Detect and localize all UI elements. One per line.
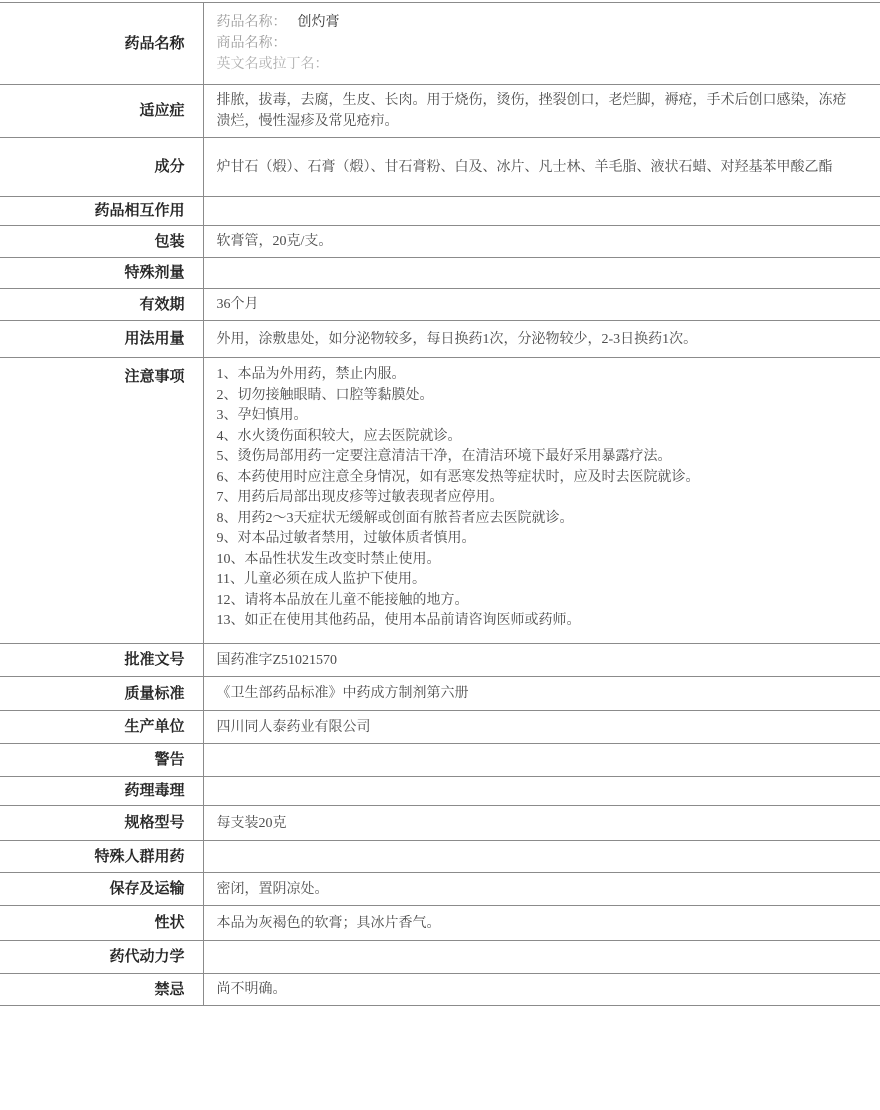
row-label-quality-standard: 质量标准 — [0, 677, 203, 711]
precaution-item: 11、儿童必须在成人监护下使用。 — [216, 572, 426, 587]
precaution-item: 9、对本品过敏者禁用，过敏体质者慎用。 — [216, 531, 476, 546]
row-content-precautions — [203, 358, 880, 644]
row-label-approval-number: 批准文号 — [0, 644, 203, 677]
row-content-approval-number: 国药准字Z51021570 — [203, 644, 880, 677]
row-label-description: 性状 — [0, 906, 203, 941]
drug-name-line — [217, 12, 861, 33]
table-row-packaging — [0, 226, 880, 258]
precaution-item: 12、请将本品放在儿童不能接触的地方。 — [216, 592, 469, 608]
row-content-special-dosage — [203, 258, 880, 289]
row-label-manufacturer: 生产单位 — [0, 711, 203, 744]
table-row-drug-name — [0, 3, 880, 85]
drug-name-prefix: 药品名称： — [216, 15, 287, 30]
row-label-special-dosage: 特殊剂量 — [0, 258, 203, 289]
table-row-indications — [0, 85, 880, 138]
table-row-storage-transport — [0, 873, 880, 906]
latin-name-prefix: 英文名或拉丁名： — [216, 57, 329, 72]
trade-name-line — [217, 33, 861, 54]
drug-info-table — [0, 2, 880, 1006]
table-row-ingredients — [0, 138, 880, 197]
table-row-pharmacokinetics — [0, 941, 880, 974]
precaution-item: 6、本药使用时应注意全身情况，如有恶寒发热等症状时，应及时去医院就诊。 — [216, 469, 700, 485]
table-row-warning — [0, 744, 880, 777]
table-row-manufacturer — [0, 711, 880, 744]
row-label-packaging: 包装 — [0, 226, 203, 258]
row-content-contraindications: 尚不明确。 — [203, 974, 880, 1006]
row-content-dosage-usage: 外用，涂敷患处，如分泌物较多，每日换药1次，分泌物较少，2-3日换药1次。 — [203, 321, 880, 358]
table-row-shelf-life — [0, 289, 880, 321]
drug-name-value: 创灼膏 — [297, 15, 340, 30]
precaution-item: 4、水火烫伤面积较大，应去医院就诊。 — [216, 428, 462, 444]
precaution-item: 2、切勿接触眼睛、口腔等黏膜处。 — [216, 387, 434, 403]
precaution-item: 3、孕妇慎用。 — [216, 408, 308, 423]
row-label-drug-interactions: 药品相互作用 — [0, 197, 203, 226]
row-content-specification: 每支装20克 — [203, 806, 880, 841]
row-label-specification: 规格型号 — [0, 806, 203, 841]
row-content-manufacturer: 四川同人泰药业有限公司 — [203, 711, 880, 744]
table-row-precautions — [0, 358, 880, 644]
row-content-shelf-life: 36个月 — [203, 289, 880, 321]
row-label-indications: 适应症 — [0, 85, 203, 138]
table-row-special-populations — [0, 841, 880, 873]
table-row-quality-standard — [0, 677, 880, 711]
precaution-item: 8、用药2～3天症状无缓解或创面有脓苔者应去医院就诊。 — [216, 510, 574, 526]
row-label-drug-name: 药品名称 — [0, 3, 203, 85]
row-content-drug-name — [203, 3, 880, 85]
table-row-contraindications — [0, 974, 880, 1006]
row-content-warning — [203, 744, 880, 777]
row-content-indications: 排脓，拔毒，去腐，生皮、长肉。用于烧伤，烫伤，挫裂创口，老烂脚，褥疮，手术后创口感染，冻疮溃烂，慢性湿疹及常见疮疖。 — [203, 85, 880, 138]
row-label-warning: 警告 — [0, 744, 203, 777]
row-label-storage-transport: 保存及运输 — [0, 873, 203, 906]
precaution-item: 10、本品性状发生改变时禁止使用。 — [216, 551, 441, 567]
row-content-ingredients: 炉甘石（煅）、石膏（煅）、甘石膏粉、白及、冰片、凡士林、羊毛脂、液状石蜡、对羟基苯甲酸乙酯 — [203, 138, 880, 197]
table-row-approval-number — [0, 644, 880, 677]
table-row-pharmacology-toxicology — [0, 777, 880, 806]
precaution-item: 13、如正在使用其他药品，使用本品前请咨询医师或药师。 — [216, 613, 581, 628]
row-label-shelf-life: 有效期 — [0, 289, 203, 321]
row-content-packaging: 软膏管，20克/支。 — [203, 226, 880, 258]
table-row-specification — [0, 806, 880, 841]
row-content-special-populations — [203, 841, 880, 873]
table-row-dosage-usage — [0, 321, 880, 358]
row-content-pharmacokinetics — [203, 941, 880, 974]
row-label-contraindications: 禁忌 — [0, 974, 203, 1006]
row-content-quality-standard: 《卫生部药品标准》中药成方制剂第六册 — [203, 677, 880, 711]
latin-name-line — [217, 54, 861, 75]
row-label-pharmacokinetics: 药代动力学 — [0, 941, 203, 974]
row-content-description: 本品为灰褐色的软膏；具冰片香气。 — [203, 906, 880, 941]
row-label-dosage-usage: 用法用量 — [0, 321, 203, 358]
table-row-special-dosage — [0, 258, 880, 289]
table-row-description — [0, 906, 880, 941]
row-content-drug-interactions — [203, 197, 880, 226]
row-label-special-populations: 特殊人群用药 — [0, 841, 203, 873]
trade-name-prefix: 商品名称： — [216, 36, 287, 51]
table-row-drug-interactions — [0, 197, 880, 226]
precaution-item: 5、烫伤局部用药一定要注意清洁干净，在清洁环境下最好采用暴露疗法。 — [216, 449, 672, 464]
row-content-storage-transport: 密闭，置阴凉处。 — [203, 873, 880, 906]
row-label-ingredients: 成分 — [0, 138, 203, 197]
row-label-pharmacology-toxicology: 药理毒理 — [0, 777, 203, 806]
row-content-pharmacology-toxicology — [203, 777, 880, 806]
precaution-item: 1、本品为外用药，禁止内服。 — [216, 367, 406, 382]
precaution-item: 7、用药后局部出现皮疹等过敏表现者应停用。 — [216, 490, 504, 505]
row-label-precautions: 注意事项 — [0, 358, 203, 644]
